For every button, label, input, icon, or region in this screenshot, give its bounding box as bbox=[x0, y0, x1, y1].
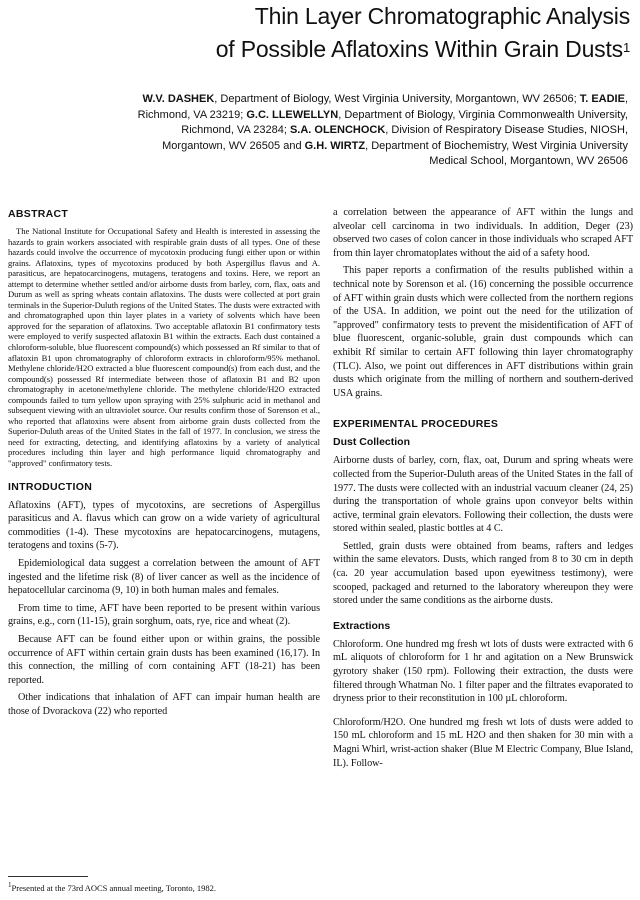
author-name: G.C. LLEWELLYN bbox=[246, 108, 339, 121]
extraction-paragraph-2: Chloroform/H2O. One hundred mg fresh wt lots of dusts were added to 150 mL chloroform and 15 mL H2O and then shaken for 30 min with a Magni Whirl, wrist-action shaker (Blue M Electric Company, Blue Island, IL). Follow- bbox=[333, 716, 633, 769]
intro-paragraph-1: Aflatoxins (AFT), types of mycotoxins, are secretions of Aspergillus parasiticus and A. flavus which can grow on a wide variety of agricultural commodities (1-4). These mycotoxins are hepatocarcinogens, mutagens, teratogens and toxins (5-7). bbox=[8, 499, 320, 552]
title-footnote-marker: 1 bbox=[622, 40, 630, 55]
extractions-heading: Extractions bbox=[333, 619, 391, 632]
intro-continuation: a correlation between the appearance of AFT within the lungs and alveolar cell carcinoma in two individuals. In addition, Deger (23) observed two cases of colon cancer in those individuals who scraped AFT from thin layer chromatoplates without the aid of a safety hood. bbox=[333, 207, 633, 259]
intro-paragraph-3: From time to time, AFT have been reported to be present within various grains, e.g., corn (11-15), grain sorghum, oats, rye, rice and wheat (2). bbox=[8, 602, 320, 628]
footnote-divider bbox=[8, 876, 88, 877]
intro-paragraph-5: Other indications that inhalation of AFT can impair human health are those of Dvorackova (22) who reported bbox=[8, 692, 320, 717]
left-column bbox=[8, 208, 320, 722]
author-list bbox=[128, 92, 628, 170]
author-affiliation: , Division of Respiratory Disease Studies, NIOSH, Morgantown, WV 26505 and bbox=[162, 124, 628, 152]
dust-paragraph-2: Settled, grain dusts were obtained from beams, rafters and ledges within the same elevators. Dusts, which ranged from 8 to 30 cm in depth (ca. 20 year accumulation based upon eyewitness testimony), were scooped, packaged and returned to the laboratory whereupon they were stored under the same conditions as the airborne dusts. bbox=[333, 540, 633, 607]
footnote-marker: 1 bbox=[8, 881, 12, 889]
author-affiliation: , Department of Biology, West Virginia University, Morgantown, WV 26506; bbox=[214, 93, 577, 105]
author-name: S.A. OLENCHOCK bbox=[289, 124, 386, 136]
footnote bbox=[8, 880, 308, 894]
abstract-heading: ABSTRACT bbox=[8, 208, 69, 220]
author-affiliation: , Department of Biochemistry, West Virginia University Medical School, Morgantown, WV 26506 bbox=[365, 139, 628, 167]
author-name: G.H. WIRTZ bbox=[304, 139, 366, 152]
intro-paragraph-4: Because AFT can be found either upon or within grains, the possible occurrence of AFT within certain grain dusts has been examined (16,17). In this connection, the milling of corn containing AFT (18-21) has been reported. bbox=[8, 633, 320, 686]
author-name: T. EADIE bbox=[579, 93, 625, 105]
author-name: W.V. DASHEK bbox=[142, 93, 215, 105]
experimental-heading: EXPERIMENTAL PROCEDURES bbox=[333, 418, 499, 431]
footnote-text: Presented at the 73rd AOCS annual meeting, Toronto, 1982. bbox=[11, 882, 216, 893]
report-paragraph: This paper reports a confirmation of the results published within a technical note by Sorenson et al. (16) concerning the possible occurrence of AFT within grain dusts which were collected from the northern regions of the USA. In addition, we point out the need for the utilization of "approved" confirmatory tests to prevent the misidentification of AFT of blue fluorescent, organic-soluble, grain dust compounds which can exhibit Rf similar to certain AFT following thin layer chromatography (TLC). Also, we point out differences in AFT distributions within grain dusts which originate from the milling of northern and southern-derived USA grains. bbox=[333, 265, 633, 399]
author-affiliation: , Richmond, VA 23219; bbox=[137, 93, 628, 121]
intro-paragraph-2: Epidemiological data suggest a correlation between the amount of AFT ingested and the lifetime risk (8) of liver cancer as well as the incidence of hepatocellular carcinoma (9, 10) in both human males and females. bbox=[8, 557, 320, 597]
author-affiliation: , Department of Biology, Virginia Commonwealth University, Richmond, VA 23284; bbox=[181, 108, 628, 136]
right-column bbox=[333, 206, 633, 774]
title-line-2-text: of Possible Aflatoxins Within Grain Dusts bbox=[215, 36, 623, 62]
paper-title bbox=[30, 0, 630, 66]
dust-paragraph-1: Airborne dusts of barley, corn, flax, oat, Durum and spring wheats were collected from the Superior-Duluth areas of the United States in the fall of 1977. The dusts were collected with an industrial vacuum cleaner (24, 25) during the transportation of whole grains upon conveyor belts within active, terminal grain elevators. Following their collection, the dusts were stored within sealed, plastic bottles at 4 C. bbox=[333, 455, 633, 535]
abstract-text: The National Institute for Occupational Safety and Health is interested in assessing the hazards to grain workers associated with respirable grain dusts of all types. One of these hazards could involve the occurrence of mycotoxin producing fungi either upon or within grains. Aflatoxins, types of mycotoxins produced by both Aspergillus flavus and A. parasiticus, are hepatocarcinogens, mutagens, teratogens and toxins. Here, we report an attempt to determine whether settled and/or airborne dusts from barley, corn, flax, oats and Durum as well as spring wheats contain aflatoxins. The dusts were collected at port grain terminals in the Superior-Duluth regions of the United States. The dusts were extracted with and chromatographed upon thin layer plates in a variety of solvents which have been approved for the separation of aflatoxins. Two acceptable aflatoxin B1 confirmatory tests were employed to verify suspected aflatoxin B1 within the extracts. Each dust contained a chloroform-soluble, blue fluorescent compound(s) which possessed an Rf similar to that of aflatoxin B1 upon chromatography of chloroform extracts in chloroform/95% methanol. Methylene chloride/H2O extracted a blue fluorescent compound(s) from each dust, and the compound(s) possessed Rf intermediate between those of aflatoxin B1 and B2 upon chromatography in acetone/methylene chloride. The methylene chloride/H2O extracted compounds failed to turn yellow upon spraying with 25% sulphuric acid in methanol and subsequent viewing with an ultraviolet source. Our results confirm those of Sorenson et al., who reported that aflatoxins were absent from airborne grain dusts collected from the Superior-Duluth areas of the United States in the fall of 1977. In conclusion, we stress the need for extracting, detecting, and identifying aflatoxins by a variety of analytical procedures including thin layer and high performance liquid chromatography and "approved" confirmatory tests. bbox=[8, 226, 321, 469]
title-line-1: Thin Layer Chromatographic Analysis bbox=[254, 3, 630, 29]
introduction-heading: INTRODUCTION bbox=[8, 480, 93, 493]
title-line-2 bbox=[30, 33, 630, 66]
dust-collection-heading: Dust Collection bbox=[333, 436, 411, 449]
extraction-paragraph-1: Chloroform. One hundred mg fresh wt lots of dusts were extracted with 6 mL aliquots of chloroform for 1 hr and agitation on a New Brunswick gyrotory shaker (150 rpm). Following their extraction, the dusts were filtered through Whatman No. 1 filter paper and the filtrates evaporated to dryness prior to their reconstitution in 100 µL chloroform. bbox=[333, 638, 633, 705]
